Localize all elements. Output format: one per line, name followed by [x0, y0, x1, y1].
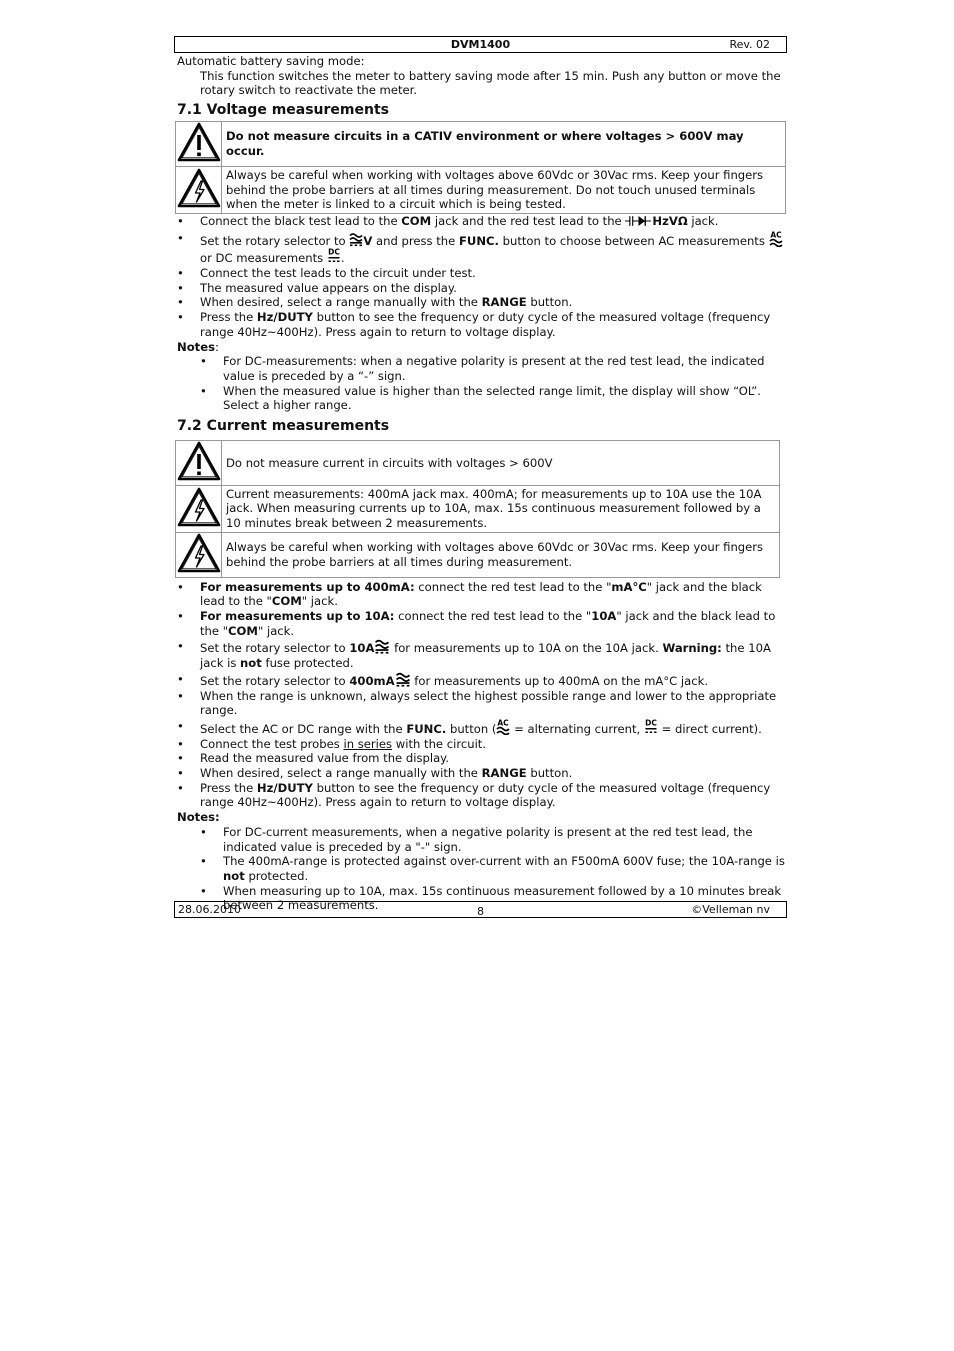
list-item: • The 400mA-range is protected against over-current with an F500mA 600V fuse; the 10A-range is not protected. — [174, 854, 787, 883]
electric-shock-icon — [176, 532, 222, 577]
battery-saving-text: This function switches the meter to battery saving mode after 15 min. Push any button or move the rotary switch to reactivate the meter. — [200, 68, 781, 98]
voltage-warning-table — [175, 121, 786, 214]
current-warning-1: Do not measure current in circuits with voltages > 600V — [222, 441, 780, 486]
current-notes — [174, 825, 787, 913]
battery-saving-title: Automatic battery saving mode: — [177, 54, 365, 68]
voltage-steps — [174, 214, 787, 340]
list-item: • Connect the test leads to the circuit under test. — [174, 266, 787, 281]
current-heading: 7.2 Current measurements — [177, 418, 390, 435]
capacitor-diode-icon — [625, 215, 652, 227]
list-item: • The measured value appears on the display. — [174, 281, 787, 296]
current-notes-label: Notes: — [177, 810, 220, 825]
manual-page — [174, 36, 787, 918]
list-item: • Read the measured value from the display. — [174, 751, 787, 766]
electric-shock-icon — [176, 166, 222, 213]
footer-page-number: 8 — [477, 905, 484, 918]
ac-dc-icon — [349, 232, 363, 247]
list-item: • Set the rotary selector to V and press the FUNC. button to choose between AC measurements or DC measurements . — [174, 231, 787, 266]
ac-dc-icon — [395, 672, 411, 687]
ac-icon — [769, 231, 783, 247]
current-warning-2: Current measurements: 400mA jack max. 400mA; for measurements up to 10A use the 10A jack. When measuring currents up to 10A, max. 15s continuous measurement followed by a 10 minutes break between 2 measurements. — [222, 485, 780, 532]
footer-date: 28.06.2010 — [178, 903, 241, 916]
voltage-heading: 7.1 Voltage measurements — [177, 102, 389, 119]
list-item: • When desired, select a range manually with the RANGE button. — [174, 295, 787, 310]
footer-copyright: ©Velleman nv — [691, 903, 770, 916]
dc-icon — [327, 248, 341, 264]
list-item: • Press the Hz/DUTY button to see the frequency or duty cycle of the measured voltage (frequency range 40Hz~400Hz). Press again to return to voltage display. — [174, 310, 787, 339]
warning-exclamation-icon — [176, 122, 222, 167]
list-item: • For measurements up to 400mA: connect the red test lead to the "mA°C" jack and the black lead to the "COM" jack. — [174, 580, 787, 609]
current-steps — [174, 580, 787, 811]
list-item: • When the measured value is higher than the selected range limit, the display will show “OL”. Select a higher range. — [174, 384, 787, 413]
list-item: • Set the rotary selector to 10A for measurements up to 10A on the 10A jack. Warning: the 10A jack is not fuse protected. — [174, 639, 787, 670]
header-model: DVM1400 — [450, 38, 511, 51]
voltage-notes — [174, 354, 787, 413]
current-warning-3: Always be careful when working with voltages above 60Vdc or 30Vac rms. Keep your fingers behind the probe barriers at all times during measurement. — [222, 532, 780, 577]
electric-shock-icon — [176, 485, 222, 532]
page-footer — [174, 901, 787, 918]
voltage-warning-1: Do not measure circuits in a CATIV environment or where voltages > 600V may occur. — [222, 122, 786, 167]
list-item: • Set the rotary selector to 400mA for measurements up to 400mA on the mA°C jack. — [174, 672, 787, 689]
warning-exclamation-icon — [176, 441, 222, 486]
list-item: • When measuring up to 10A, max. 15s continuous measurement followed by a 10 minutes break between 2 measurements. — [174, 884, 787, 913]
page-header — [174, 36, 787, 53]
header-revision: Rev. 02 — [729, 38, 770, 51]
list-item: • Connect the black test lead to the COM jack and the red test lead to the HzVΩ jack. — [174, 214, 787, 229]
current-warning-table — [175, 440, 780, 578]
list-item: • For DC-current measurements, when a negative polarity is present at the red test lead, the indicated value is preceded by a "-" sign. — [174, 825, 787, 854]
list-item: • When the range is unknown, always select the highest possible range and lower to the appropriate range. — [174, 689, 787, 718]
dc-icon — [644, 719, 658, 735]
voltage-warning-2: Always be careful when working with voltages above 60Vdc or 30Vac rms. Keep your fingers behind the probe barriers at all times during measurement. Do not touch unused terminals when the meter is linked to a circuit which is being tested. — [222, 166, 786, 213]
list-item: • Connect the test probes in series with the circuit. — [174, 737, 787, 752]
list-item: • Press the Hz/DUTY button to see the frequency or duty cycle of the measured voltage (frequency range 40Hz~400Hz). Press again to return to voltage display. — [174, 781, 787, 810]
ac-icon — [496, 719, 510, 735]
voltage-notes-label: Notes: — [177, 339, 219, 354]
list-item: • For measurements up to 10A: connect the red test lead to the "10A" jack and the black lead to the "COM" jack. — [174, 609, 787, 638]
ac-dc-icon — [374, 639, 390, 654]
list-item: • When desired, select a range manually with the RANGE button. — [174, 766, 787, 781]
list-item: • Select the AC or DC range with the FUNC. button ( = alternating current, = direct current). — [174, 719, 787, 737]
list-item: • For DC-measurements: when a negative polarity is present at the red test lead, the indicated value is preceded by a “-” sign. — [174, 354, 787, 383]
